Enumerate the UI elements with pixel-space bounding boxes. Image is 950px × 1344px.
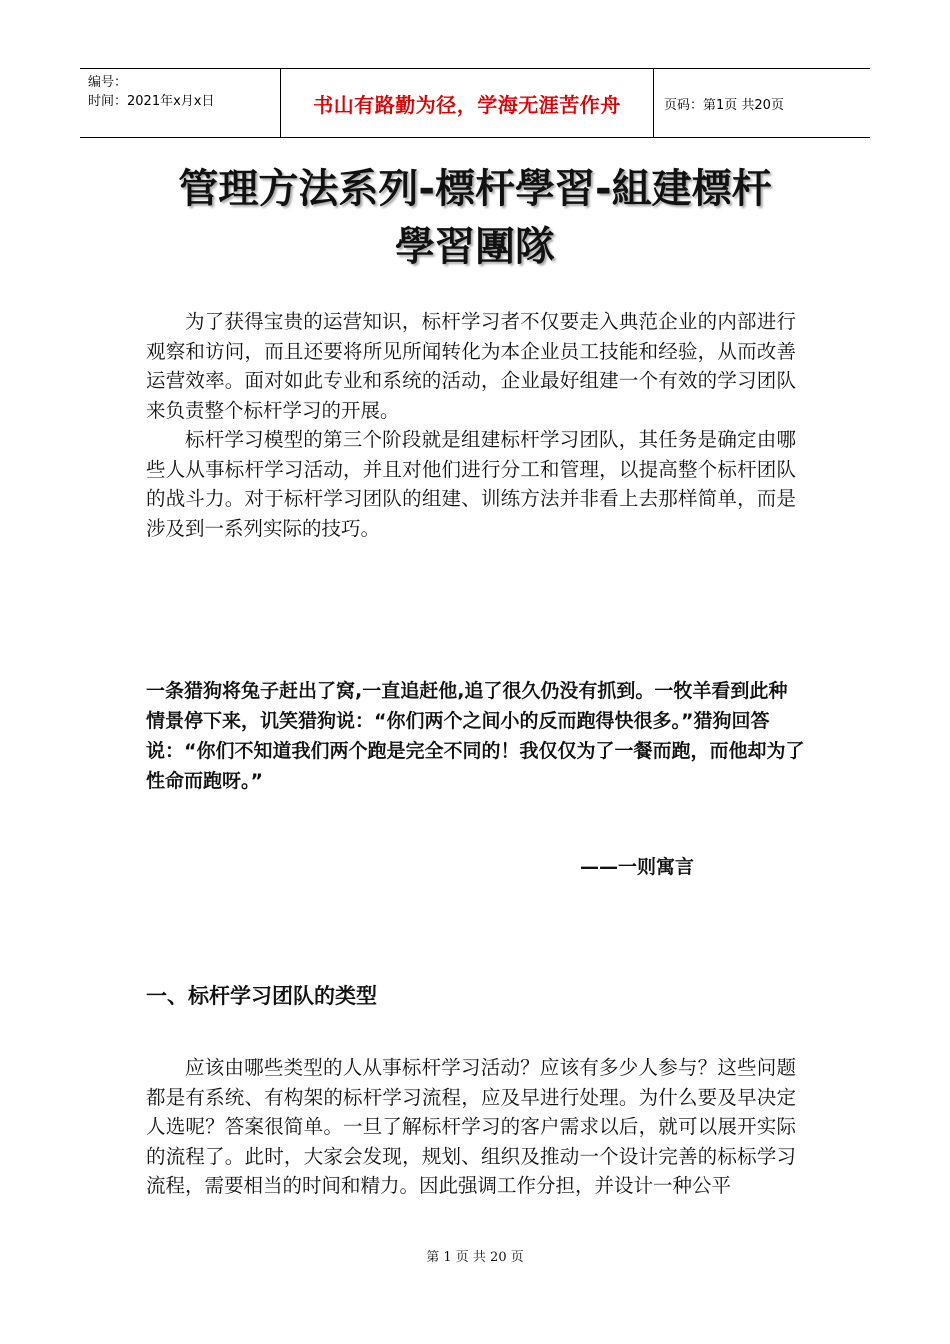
title-line-2: 學習團隊 [395, 224, 555, 270]
fable-quote: 一条猎狗将兔子赶出了窝,一直追赶他,追了很久仍没有抓到。一牧羊看到此种情景停下来，讥笑猎狗说：“你们两个之间小的反而跑得快很多。”猎狗回答说：“你们不知道我们两个跑是完全不同的！我仅仅为了一餐而跑，而他却为了性命而跑呀。” [146, 680, 805, 792]
header-table [80, 68, 870, 138]
intro-text [146, 307, 796, 543]
document-title [110, 160, 840, 276]
section-heading: 一、标杆学习团队的类型 [146, 984, 377, 1008]
header-motto: 书山有路勤为径，学海无涯苦作舟 [313, 92, 621, 117]
time-label: 时间：2021年x月x日 [88, 94, 215, 109]
paragraph: 应该由哪些类型的人从事标杆学习活动？应该有多少人参与？这些问题都是有系统、有构架的标杆学习流程，应及早进行处理。为什么要及早决定人选呢？答案很简单。一旦了解标杆学习的客户需求以后，就可以展开实际的流程了。此时，大家会发现，规划、组织及推动一个设计完善的标标学习流程，需要相当的时间和精力。因此强调工作分担，并设计一种公平 [146, 1056, 796, 1197]
quote-source: ——一则寓言 [580, 856, 695, 878]
paragraph: 为了获得宝贵的运营知识，标杆学习者不仅要走入典范企业的内部进行观察和访问，而且还要将所见所闻转化为本企业员工技能和经验，从而改善运营效率。面对如此专业和系统的活动，企业最好组建一个有效的学习团队来负责整个标杆学习的开展。 [146, 310, 796, 422]
paragraph: 标杆学习模型的第三个阶段就是组建标杆学习团队，其任务是确定由哪些人从事标杆学习活动，并且对他们进行分工和管理，以提高整个标杆团队的战斗力。对于标杆学习团队的组建、训练方法并非看上去那样简单，而是涉及到一系列实际的技巧。 [146, 428, 796, 540]
header-page-info: 页码：第1页 共20页 [664, 97, 784, 113]
page-footer: 第 1 页 共 20 页 [426, 1250, 524, 1265]
header-meta [80, 69, 280, 137]
section-text [146, 1053, 796, 1201]
title-line-1: 管理方法系列-標杆學習-組建標杆 [178, 166, 772, 212]
number-label: 编号： [88, 75, 128, 90]
header-motto-cell [280, 69, 654, 137]
